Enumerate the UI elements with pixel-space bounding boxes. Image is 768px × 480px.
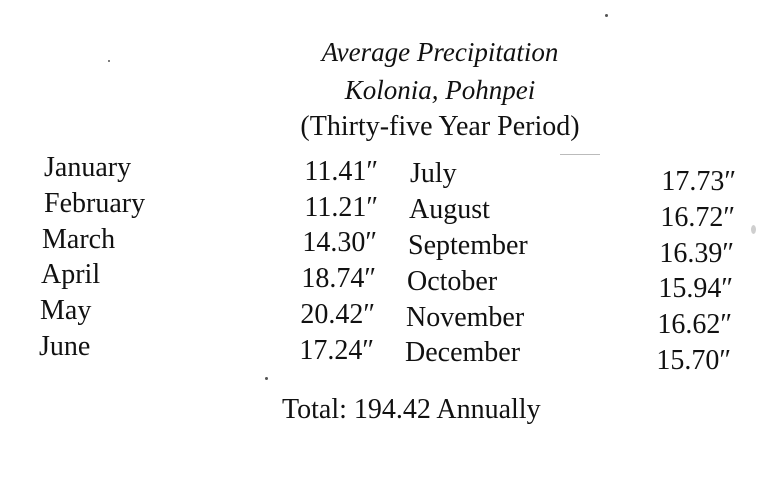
month-value: 11.41″: [304, 156, 378, 187]
title-line-3: (Thirty-five Year Period): [300, 111, 580, 142]
month-value: 16.72″: [660, 202, 735, 233]
month-label: June: [39, 331, 91, 362]
title-line-1: Average Precipitation: [321, 37, 559, 67]
month-value: 16.39″: [659, 238, 734, 269]
month-value: 15.70″: [656, 345, 731, 376]
month-value: 20.42″: [300, 299, 375, 330]
month-label: February: [44, 188, 146, 219]
month-value: 11.21″: [304, 192, 378, 223]
month-value: 17.73″: [661, 166, 736, 197]
month-label: October: [407, 266, 498, 297]
month-value: 16.62″: [657, 309, 732, 340]
scan-speck: [605, 14, 608, 17]
scan-speck: [751, 225, 756, 234]
month-value: 14.30″: [302, 227, 377, 258]
month-label: April: [41, 259, 101, 290]
month-label: July: [410, 158, 457, 189]
month-label: January: [44, 152, 132, 183]
scan-mark: [560, 154, 600, 155]
title-line-2: Kolonia, Pohnpei: [344, 75, 536, 105]
month-value: 17.24″: [299, 335, 374, 366]
annual-total: Total: 194.42 Annually: [282, 394, 541, 425]
month-label: August: [409, 194, 490, 225]
month-label: November: [406, 302, 525, 333]
month-label: December: [405, 337, 521, 368]
month-label: September: [408, 230, 528, 261]
month-value: 15.94″: [658, 273, 733, 304]
month-label: March: [42, 224, 116, 255]
scan-speck: [265, 377, 268, 380]
month-value: 18.74″: [301, 263, 376, 294]
scan-speck: [108, 60, 110, 62]
month-label: May: [40, 295, 92, 326]
